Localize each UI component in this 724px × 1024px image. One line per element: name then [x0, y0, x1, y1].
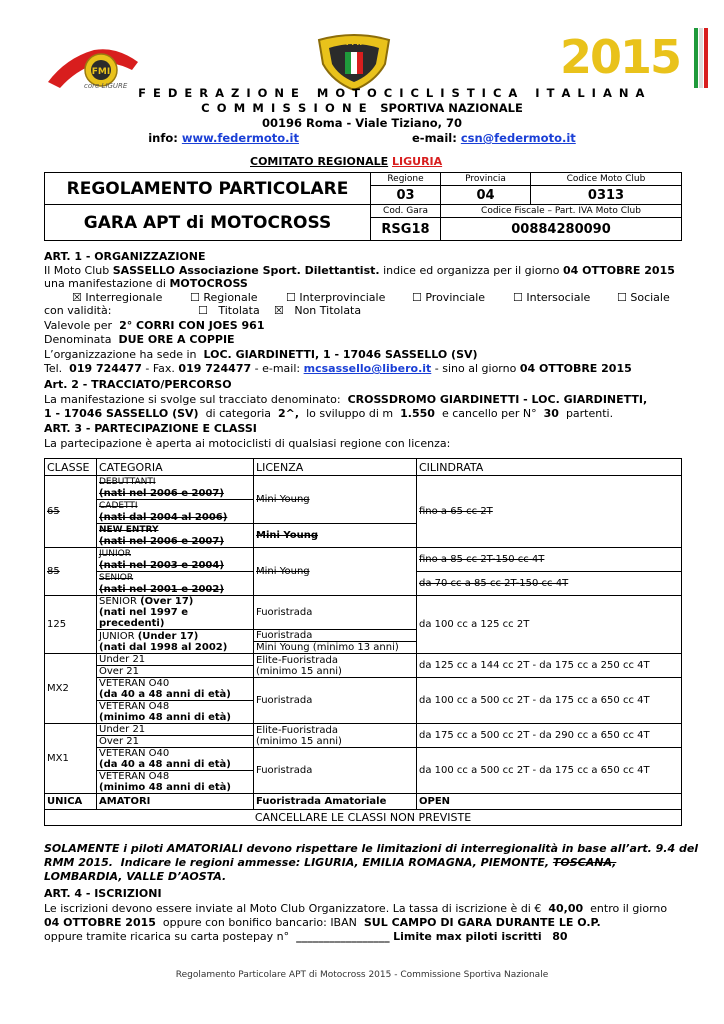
check-interregionale[interactable]: ☒ Interregionale: [72, 291, 163, 304]
table-row: UNICA AMATORI Fuoristrada Amatoriale OPEN: [45, 794, 682, 810]
table-row: MX1 Under 21 Elite-Fuoristrada (minimo 15 anni) da 175 cc a 500 cc 2T - da 290 cc a 650 cc 4T: [45, 724, 682, 736]
title-regolamento: REGOLAMENTO PARTICOLARE: [45, 173, 371, 205]
art3-title: ART. 3 - PARTECIPAZIONE E CLASSI: [44, 422, 257, 435]
codice-club-value: 0313: [531, 186, 682, 205]
title-gara: GARA APT di MOTOCROSS: [45, 205, 371, 241]
note-line2: RMM 2015. Indicare le regioni ammesse: LIGURIA, EMILIA ROMAGNA, PIEMONTE, TOSCANA,: [44, 856, 617, 869]
check-provinciale[interactable]: ☐ Provinciale: [412, 291, 486, 304]
check-intersociale[interactable]: ☐ Intersociale: [513, 291, 591, 304]
regione-value: 03: [371, 186, 441, 205]
year-text: 2015: [560, 30, 681, 84]
classes-table: [44, 458, 682, 826]
art1-line2: una manifestazione di MOTOCROSS: [44, 277, 248, 290]
check-non-titolata[interactable]: ☒ Non Titolata: [274, 304, 362, 317]
email-link[interactable]: csn@federmoto.it: [460, 131, 576, 145]
art4-title: ART. 4 - ISCRIZIONI: [44, 887, 162, 900]
table-row: 65 DEBUTTANTI (nati nel 2006 e 2007) Mini Young fino a 65 cc 2T: [45, 476, 682, 500]
table-row: VETERAN O40 (da 40 a 48 anni di età) Fuoristrada da 100 cc a 500 cc 2T - da 175 cc a 650 cc 4T: [45, 748, 682, 771]
info-line: info: www.federmoto.it e-mail: csn@federmoto.it: [148, 131, 576, 145]
logo-center: [315, 30, 393, 92]
title-table: [44, 172, 682, 241]
logo-center-text: FMI: [345, 38, 363, 47]
check-sociale[interactable]: ☐ Sociale: [617, 291, 670, 304]
col-classe: CLASSE: [45, 459, 97, 476]
check-interprovinciale[interactable]: ☐ Interprovinciale: [286, 291, 386, 304]
check-titolata[interactable]: ☐ Titolata: [198, 304, 260, 317]
cf-value: 00884280090: [441, 218, 682, 241]
table-row: Mini Young (minimo 13 anni): [45, 642, 682, 654]
art2-line1: La manifestazione si svolge sul tracciato denominato: CROSSDROMO GIARDINETTI - LOC. GIARDINETTI,: [44, 393, 648, 406]
table-row: CANCELLARE LE CLASSI NON PREVISTE: [45, 810, 682, 826]
federazione-line: F E D E R A Z I O N E M O T O C I C L I S T I C A I T A L I A N A: [138, 86, 646, 100]
art2-line2: 1 - 17046 SASSELLO (SV) di categoria 2^, lo sviluppo di m 1.550 e cancello per N° 30 partenti.: [44, 407, 614, 420]
table-row: SENIOR (nati nel 2001 e 2002) da 70 cc a 85 cc 2T-150 cc 4T: [45, 572, 682, 596]
year-logo: [560, 28, 710, 90]
comitato-line: COMITATO REGIONALE LIGURIA: [250, 155, 443, 168]
art1-sede: L’organizzazione ha sede in LOC. GIARDINETTI, 1 - 17046 SASSELLO (SV): [44, 348, 478, 361]
table-row: Over 21: [45, 736, 682, 748]
art1-valevole: Valevole per 2° CORRI CON JOES 961: [44, 319, 265, 332]
table-row: VETERAN O48 (minimo 48 anni di età): [45, 701, 682, 724]
art1-line1: Il Moto Club SASSELLO Associazione Sport. Dilettantist. indice ed organizza per il giorno 04 OTTOBRE 2015: [44, 264, 675, 277]
regione-label: Regione: [371, 173, 441, 186]
page-footer: Regolamento Particolare APT di Motocross 2015 - Commissione Sportiva Nazionale: [175, 970, 549, 980]
art3-intro: La partecipazione è aperta ai motociclisti di qualsiasi regione con licenza:: [44, 437, 451, 450]
club-email-link[interactable]: mcsassello@libero.it: [303, 362, 432, 375]
art2-title: Art. 2 - TRACCIATO/PERCORSO: [44, 378, 232, 391]
cod-gara-value: RSG18: [371, 218, 441, 241]
info-link[interactable]: www.federmoto.it: [181, 131, 299, 145]
tricolore-bars: [694, 28, 708, 88]
col-categoria: CATEGORIA: [97, 459, 254, 476]
table-row: 125 SENIOR (Over 17) (nati nel 1997 e precedenti) Fuoristrada da 100 cc a 125 cc 2T: [45, 596, 682, 630]
col-licenza: LICENZA: [254, 459, 417, 476]
table-row: MX2 Under 21 Elite-Fuoristrada (minimo 15 anni) da 125 cc a 144 cc 2T - da 175 cc a 250 cc 4T: [45, 654, 682, 666]
art4-line3: oppure tramite ricarica su carta postepay n° _________________ Limite max piloti iscritti 80: [44, 930, 568, 943]
table-row: VETERAN O48 (minimo 48 anni di età): [45, 771, 682, 794]
commissione-line: C O M M I S S I O N E SPORTIVA NAZIONALE: [201, 101, 523, 115]
cf-label: Codice Fiscale – Part. IVA Moto Club: [441, 205, 682, 218]
art1-checks1: [72, 291, 670, 304]
codice-club-label: Codice Moto Club: [531, 173, 682, 186]
svg-text:FMI: FMI: [91, 67, 111, 77]
provincia-label: Provincia: [441, 173, 531, 186]
table-row: CADETTI (nati dal 2004 al 2006): [45, 500, 682, 524]
cod-gara-label: Cod. Gara: [371, 205, 441, 218]
provincia-value: 04: [441, 186, 531, 205]
logo-left-text: core LIGURE: [84, 82, 128, 90]
table-row: NEW ENTRY (nati nel 2006 e 2007) Mini Young: [45, 524, 682, 548]
note-line3: LOMBARDIA, VALLE D’AOSTA.: [44, 870, 227, 883]
art1-title: ART. 1 - ORGANIZZAZIONE: [44, 250, 206, 263]
comitato-region: LIGURIA: [392, 155, 443, 168]
table-row: VETERAN O40 (da 40 a 48 anni di età) Fuoristrada da 100 cc a 500 cc 2T - da 175 cc a 650 cc 4T: [45, 678, 682, 701]
table-row: JUNIOR (Under 17) (nati dal 1998 al 2002) Fuoristrada: [45, 630, 682, 642]
check-regionale[interactable]: ☐ Regionale: [190, 291, 258, 304]
art4-line2: 04 OTTOBRE 2015 oppure con bonifico bancario: IBAN SUL CAMPO DI GARA DURANTE LE O.P.: [44, 916, 601, 929]
note-line1: SOLAMENTE i piloti AMATORIALI devono rispettare le limitazioni di interregionalità in base all’art. 9.4 del: [44, 842, 699, 855]
art1-tel: Tel. 019 724477 - Fax. 019 724477 - e-mail: mcsassello@libero.it - sino al giorno 04 OTTOBRE 2015: [44, 362, 632, 375]
table-header-row: [45, 459, 682, 476]
table-row: Over 21: [45, 666, 682, 678]
address-line: 00196 Roma - Viale Tiziano, 70: [261, 116, 463, 130]
col-cilindrata: CILINDRATA: [417, 459, 682, 476]
art4-line1: Le iscrizioni devono essere inviate al Moto Club Organizzatore. La tassa di iscrizione è di € 40,00 entro il giorno: [44, 902, 668, 915]
art1-validita: con validità: ☐ Titolata ☒ Non Titolata: [44, 304, 362, 317]
table-row: 85 JUNIOR (nati nel 2003 e 2004) Mini Young fino a 85 cc 2T-150 cc 4T: [45, 548, 682, 572]
art1-denominata: Denominata DUE ORE A COPPIE: [44, 333, 235, 346]
